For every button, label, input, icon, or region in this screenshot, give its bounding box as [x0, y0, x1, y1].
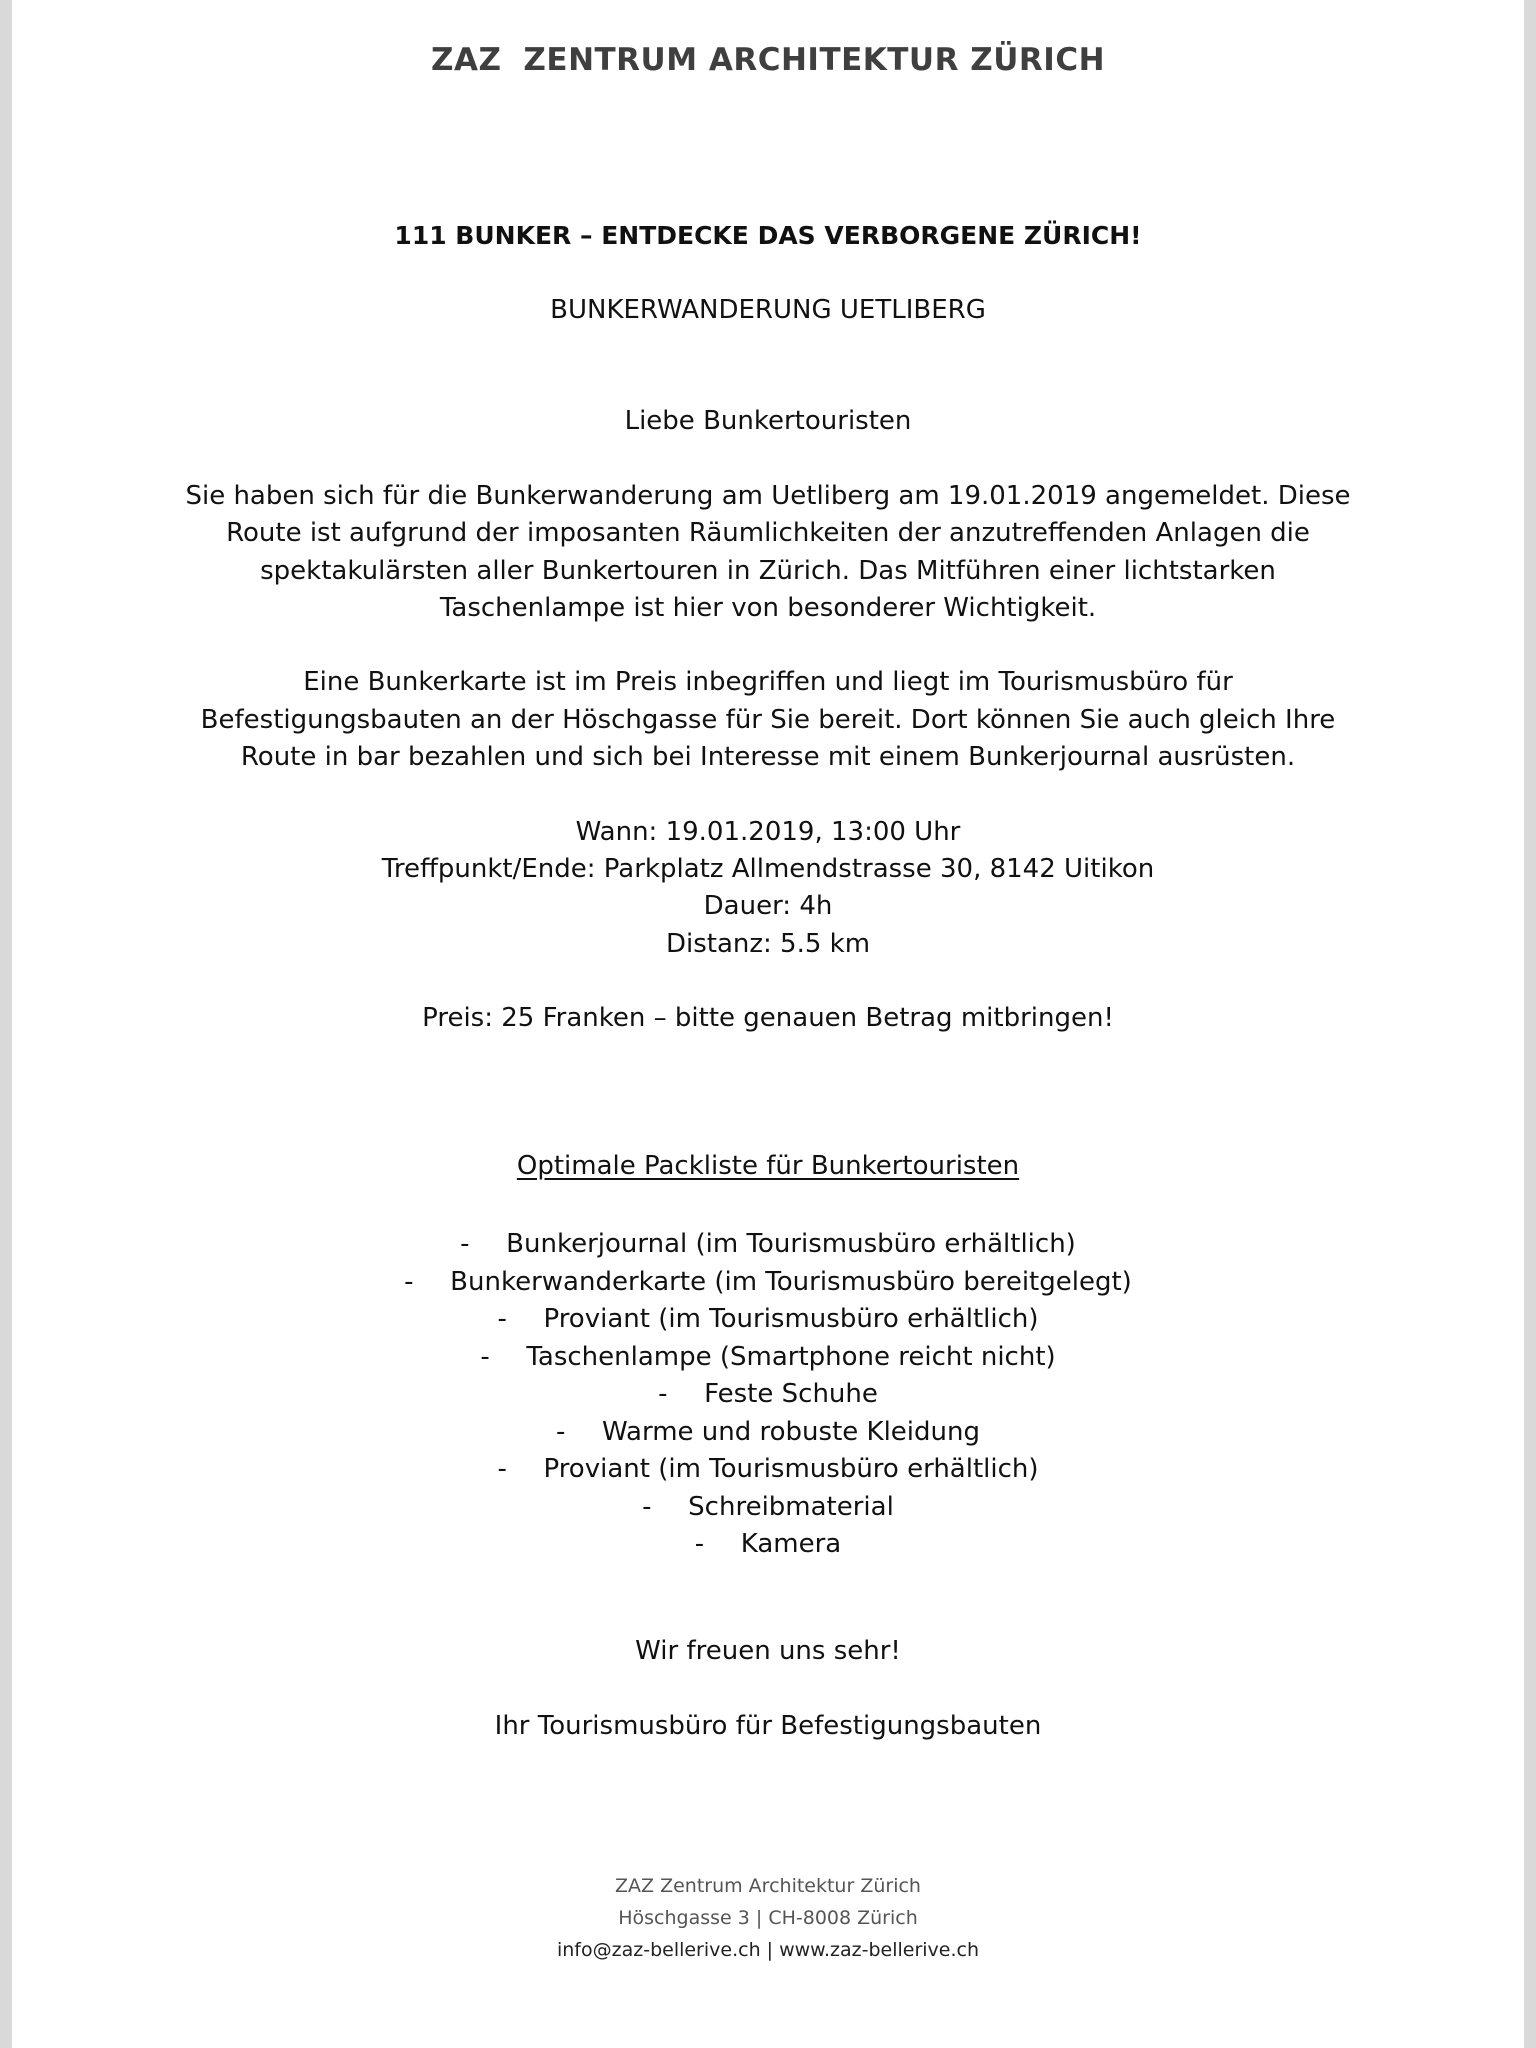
footer-org-name: ZAZ Zentrum Architektur Zürich [615, 1875, 921, 1897]
org-name: ZENTRUM ARCHITEKTUR ZÜRICH [523, 42, 1106, 78]
list-item: - Kamera [694, 1529, 842, 1559]
document-title: 111 BUNKER – ENTDECKE DAS VERBORGENE ZÜRICH! [394, 221, 1142, 250]
document-page [12, 0, 1524, 2048]
document-subtitle: BUNKERWANDERUNG UETLIBERG [550, 295, 986, 325]
price-note: Preis: 25 Franken – bitte genauen Betrag mitbringen! [422, 1003, 1114, 1033]
list-item: - Feste Schuhe [658, 1379, 878, 1409]
paragraph-2-line-1: Eine Bunkerkarte ist im Preis inbegriffen und liegt im Tourismusbüro für [303, 667, 1233, 697]
list-item: - Bunkerjournal (im Tourismusbüro erhältlich) [460, 1229, 1076, 1259]
list-item: - Taschenlampe (Smartphone reicht nicht) [480, 1341, 1056, 1372]
paragraph-1-line-4: Taschenlampe ist hier von besonderer Wichtigkeit. [439, 593, 1097, 623]
detail-duration: Dauer: 4h [703, 891, 833, 921]
paragraph-1-line-1: Sie haben sich für die Bunkerwanderung am Uetliberg am 19.01.2019 angemeldet. Diese [185, 481, 1351, 511]
paragraph-1-line-2: Route ist aufgrund der imposanten Räumlichkeiten der anzutreffenden Anlagen die [226, 518, 1310, 548]
packlist [12, 1226, 1524, 1564]
detail-meeting-point: Treffpunkt/Ende: Parkplatz Allmendstrasse 30, 8142 Uitikon [381, 854, 1155, 884]
letterhead [12, 42, 1524, 78]
footer-contact: info@zaz-bellerive.ch | www.zaz-bellerive.ch [556, 1939, 980, 1961]
closing-line: Wir freuen uns sehr! [635, 1636, 901, 1666]
paragraph-2-line-2: Befestigungsbauten an der Höschgasse für Sie bereit. Dort können Sie auch gleich Ihre [200, 705, 1336, 735]
list-item: - Schreibmaterial [642, 1491, 894, 1522]
footer-address: Höschgasse 3 | CH-8008 Zürich [618, 1907, 918, 1929]
packlist-heading: Optimale Packliste für Bunkertouristen [516, 1151, 1020, 1181]
greeting: Liebe Bunkertouristen [624, 406, 912, 436]
list-item: - Bunkerwanderkarte (im Tourismusbüro bereitgelegt) [404, 1266, 1132, 1297]
detail-when: Wann: 19.01.2019, 13:00 Uhr [575, 817, 961, 847]
paragraph-1-line-3: spektakulärsten aller Bunkertouren in Zürich. Das Mitführen einer lichtstarken [260, 556, 1276, 586]
paragraph-2-line-3: Route in bar bezahlen und sich bei Interesse mit einem Bunkerjournal ausrüsten. [240, 742, 1296, 772]
org-abbreviation: ZAZ [430, 42, 502, 78]
signature: Ihr Tourismusbüro für Befestigungsbauten [494, 1711, 1042, 1741]
detail-distance: Distanz: 5.5 km [665, 929, 871, 959]
list-item: - Warme und robuste Kleidung [556, 1416, 980, 1447]
list-item: - Proviant (im Tourismusbüro erhältlich) [497, 1454, 1039, 1484]
list-item: - Proviant (im Tourismusbüro erhältlich) [497, 1304, 1039, 1334]
